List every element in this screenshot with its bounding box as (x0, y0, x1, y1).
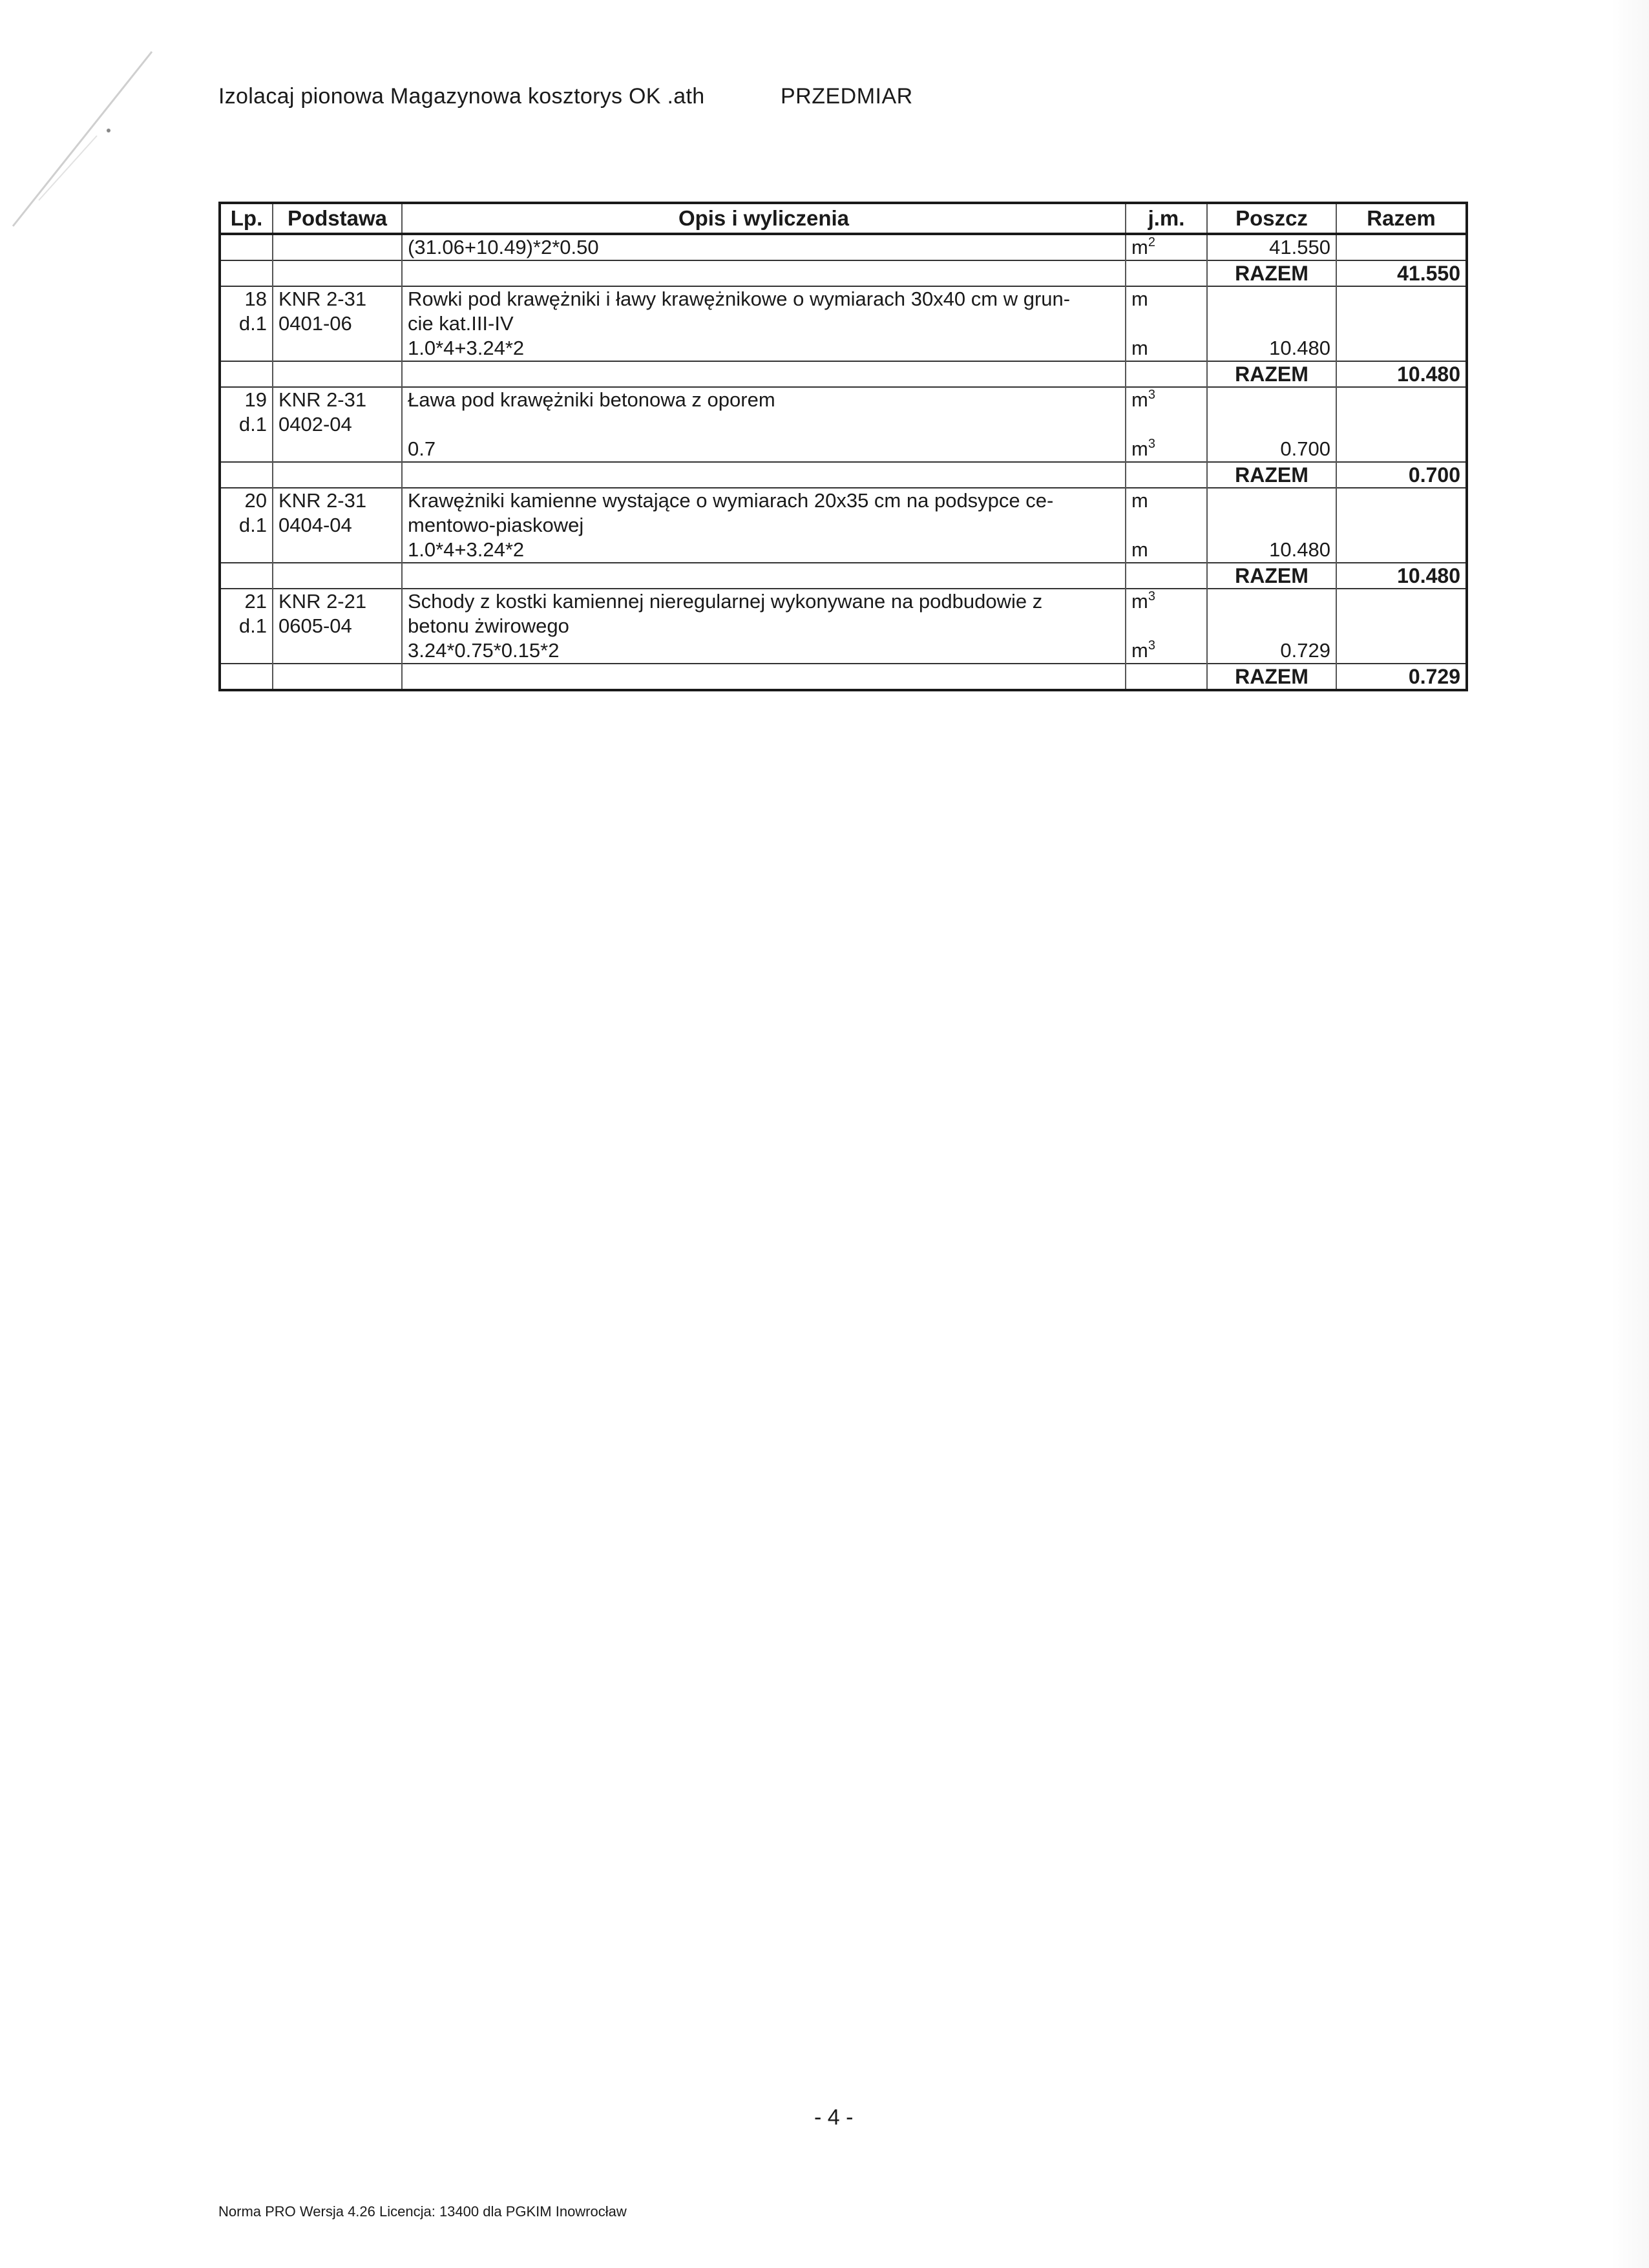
cell-jm (1126, 234, 1207, 260)
cell-lp: 19 (220, 387, 273, 412)
razem-value: 10.480 (1336, 563, 1467, 589)
cell-poszcz: 0.729 (1207, 638, 1336, 664)
cell-podstawa (273, 462, 402, 488)
unit-exponent: 3 (1148, 638, 1155, 653)
cell-opis (402, 563, 1126, 589)
razem-row (220, 563, 1467, 589)
cell-lp: d.1 (220, 412, 273, 437)
cell-razem (1336, 336, 1467, 361)
cell-jm (1126, 488, 1207, 513)
cell-podstawa (273, 361, 402, 387)
document-type: PRZEDMIAR (781, 84, 913, 109)
table-row (220, 437, 1467, 462)
cell-razem (1336, 488, 1467, 513)
cell-poszcz (1207, 589, 1336, 614)
unit-base: m (1131, 388, 1148, 411)
cell-opis (402, 664, 1126, 690)
cell-opis: 3.24*0.75*0.15*2 (402, 638, 1126, 664)
cell-razem (1336, 538, 1467, 563)
unit-base: m (1131, 337, 1148, 359)
table-row (220, 311, 1467, 336)
cell-opis (402, 260, 1126, 286)
cell-razem (1336, 234, 1467, 260)
razem-value: 0.700 (1336, 462, 1467, 488)
cell-lp: 21 (220, 589, 273, 614)
cell-podstawa (273, 563, 402, 589)
cell-poszcz: 10.480 (1207, 538, 1336, 563)
razem-label: RAZEM (1207, 361, 1336, 387)
cell-poszcz (1207, 513, 1336, 538)
unit-exponent: 3 (1148, 589, 1155, 604)
table-body (220, 234, 1467, 690)
razem-row (220, 462, 1467, 488)
cell-opis: Ława pod krawężniki betonowa z oporem (402, 387, 1126, 412)
unit-base: m (1131, 538, 1148, 561)
column-header-poszcz: Poszcz (1207, 203, 1336, 234)
unit-base: m (1131, 288, 1148, 310)
cell-razem (1336, 437, 1467, 462)
table-row (220, 387, 1467, 412)
cell-poszcz (1207, 387, 1336, 412)
cell-podstawa: 0404-04 (273, 513, 402, 538)
cell-lp (220, 361, 273, 387)
cell-lp (220, 234, 273, 260)
cell-lp: 20 (220, 488, 273, 513)
cell-podstawa (273, 336, 402, 361)
unit-base: m (1131, 489, 1148, 512)
cell-lp (220, 260, 273, 286)
cell-jm (1126, 614, 1207, 638)
cell-jm (1126, 589, 1207, 614)
cell-jm (1126, 260, 1207, 286)
cell-razem (1336, 513, 1467, 538)
cell-razem (1336, 614, 1467, 638)
cell-opis: betonu żwirowego (402, 614, 1126, 638)
cell-poszcz (1207, 412, 1336, 437)
cell-jm (1126, 336, 1207, 361)
cell-jm (1126, 437, 1207, 462)
razem-value: 10.480 (1336, 361, 1467, 387)
cell-opis: Schody z kostki kamiennej nieregularnej wykonywane na podbudowie z (402, 589, 1126, 614)
cell-lp (220, 664, 273, 690)
cell-razem (1336, 311, 1467, 336)
unit-base: m (1131, 236, 1148, 258)
table-row (220, 488, 1467, 513)
cell-podstawa (273, 664, 402, 690)
table-header-row (220, 203, 1467, 234)
cell-lp (220, 538, 273, 563)
cell-podstawa: 0401-06 (273, 311, 402, 336)
column-header-razem: Razem (1336, 203, 1467, 234)
razem-row (220, 361, 1467, 387)
cell-poszcz (1207, 614, 1336, 638)
cell-opis (402, 412, 1126, 437)
table-row (220, 234, 1467, 260)
document-filename: Izolacaj pionowa Magazynowa kosztorys OK .ath (218, 84, 705, 109)
cell-jm (1126, 538, 1207, 563)
razem-label: RAZEM (1207, 462, 1336, 488)
software-footer: Norma PRO Wersja 4.26 Licencja: 13400 dla PGKIM Inowrocław (218, 2203, 627, 2220)
cell-razem (1336, 638, 1467, 664)
cell-opis: 0.7 (402, 437, 1126, 462)
cell-jm (1126, 387, 1207, 412)
cell-opis (402, 361, 1126, 387)
column-header-lp: Lp. (220, 203, 273, 234)
cell-jm (1126, 563, 1207, 589)
cell-podstawa: 0605-04 (273, 614, 402, 638)
unit-exponent: 3 (1148, 437, 1155, 451)
cell-podstawa: KNR 2-31 (273, 387, 402, 412)
scan-edge-shadow (1610, 0, 1649, 2268)
unit-base: m (1131, 437, 1148, 460)
przedmiar-table (218, 202, 1468, 691)
cell-razem (1336, 412, 1467, 437)
cell-jm (1126, 412, 1207, 437)
table-row (220, 286, 1467, 311)
page-number: - 4 - (814, 2105, 854, 2130)
cell-jm (1126, 664, 1207, 690)
cell-opis: Rowki pod krawężniki i ławy krawężnikowe o wymiarach 30x40 cm w grun- (402, 286, 1126, 311)
cell-poszcz: 0.700 (1207, 437, 1336, 462)
column-header-jm: j.m. (1126, 203, 1207, 234)
razem-row (220, 664, 1467, 690)
cell-lp (220, 437, 273, 462)
cell-lp: 18 (220, 286, 273, 311)
cell-podstawa: KNR 2-31 (273, 488, 402, 513)
razem-value: 0.729 (1336, 664, 1467, 690)
table-row (220, 614, 1467, 638)
cell-jm (1126, 286, 1207, 311)
cell-podstawa (273, 538, 402, 563)
cell-opis: 1.0*4+3.24*2 (402, 538, 1126, 563)
razem-label: RAZEM (1207, 563, 1336, 589)
table-row (220, 589, 1467, 614)
cell-lp: d.1 (220, 614, 273, 638)
razem-row (220, 260, 1467, 286)
cell-opis: Krawężniki kamienne wystające o wymiarach 20x35 cm na podsypce ce- (402, 488, 1126, 513)
cell-jm (1126, 513, 1207, 538)
cell-podstawa (273, 260, 402, 286)
unit-base: m (1131, 590, 1148, 613)
cell-podstawa: KNR 2-31 (273, 286, 402, 311)
cell-poszcz (1207, 311, 1336, 336)
cell-lp (220, 563, 273, 589)
cell-podstawa (273, 638, 402, 664)
cell-lp (220, 336, 273, 361)
cell-jm (1126, 638, 1207, 664)
cell-podstawa: KNR 2-21 (273, 589, 402, 614)
cell-razem (1336, 387, 1467, 412)
unit-exponent: 2 (1148, 235, 1155, 249)
cell-poszcz: 10.480 (1207, 336, 1336, 361)
cell-lp (220, 462, 273, 488)
table-row (220, 638, 1467, 664)
cell-jm (1126, 361, 1207, 387)
cell-poszcz (1207, 488, 1336, 513)
cell-poszcz (1207, 286, 1336, 311)
column-header-podstawa: Podstawa (273, 203, 402, 234)
cell-podstawa (273, 234, 402, 260)
unit-base: m (1131, 639, 1148, 662)
cell-lp: d.1 (220, 513, 273, 538)
cell-opis: mentowo-piaskowej (402, 513, 1126, 538)
razem-value: 41.550 (1336, 260, 1467, 286)
column-header-opis: Opis i wyliczenia (402, 203, 1126, 234)
cell-podstawa (273, 437, 402, 462)
cell-lp (220, 638, 273, 664)
razem-label: RAZEM (1207, 664, 1336, 690)
cell-opis: cie kat.III-IV (402, 311, 1126, 336)
cell-jm (1126, 462, 1207, 488)
cell-poszcz: 41.550 (1207, 234, 1336, 260)
cell-lp: d.1 (220, 311, 273, 336)
cell-opis: (31.06+10.49)*2*0.50 (402, 234, 1126, 260)
table-row (220, 336, 1467, 361)
cell-razem (1336, 589, 1467, 614)
table-row (220, 412, 1467, 437)
unit-exponent: 3 (1148, 388, 1155, 402)
cell-opis: 1.0*4+3.24*2 (402, 336, 1126, 361)
table-row (220, 513, 1467, 538)
scan-edge-mark (0, 39, 168, 246)
cell-razem (1336, 286, 1467, 311)
cell-podstawa: 0402-04 (273, 412, 402, 437)
table-row (220, 538, 1467, 563)
razem-label: RAZEM (1207, 260, 1336, 286)
cell-opis (402, 462, 1126, 488)
cell-jm (1126, 311, 1207, 336)
